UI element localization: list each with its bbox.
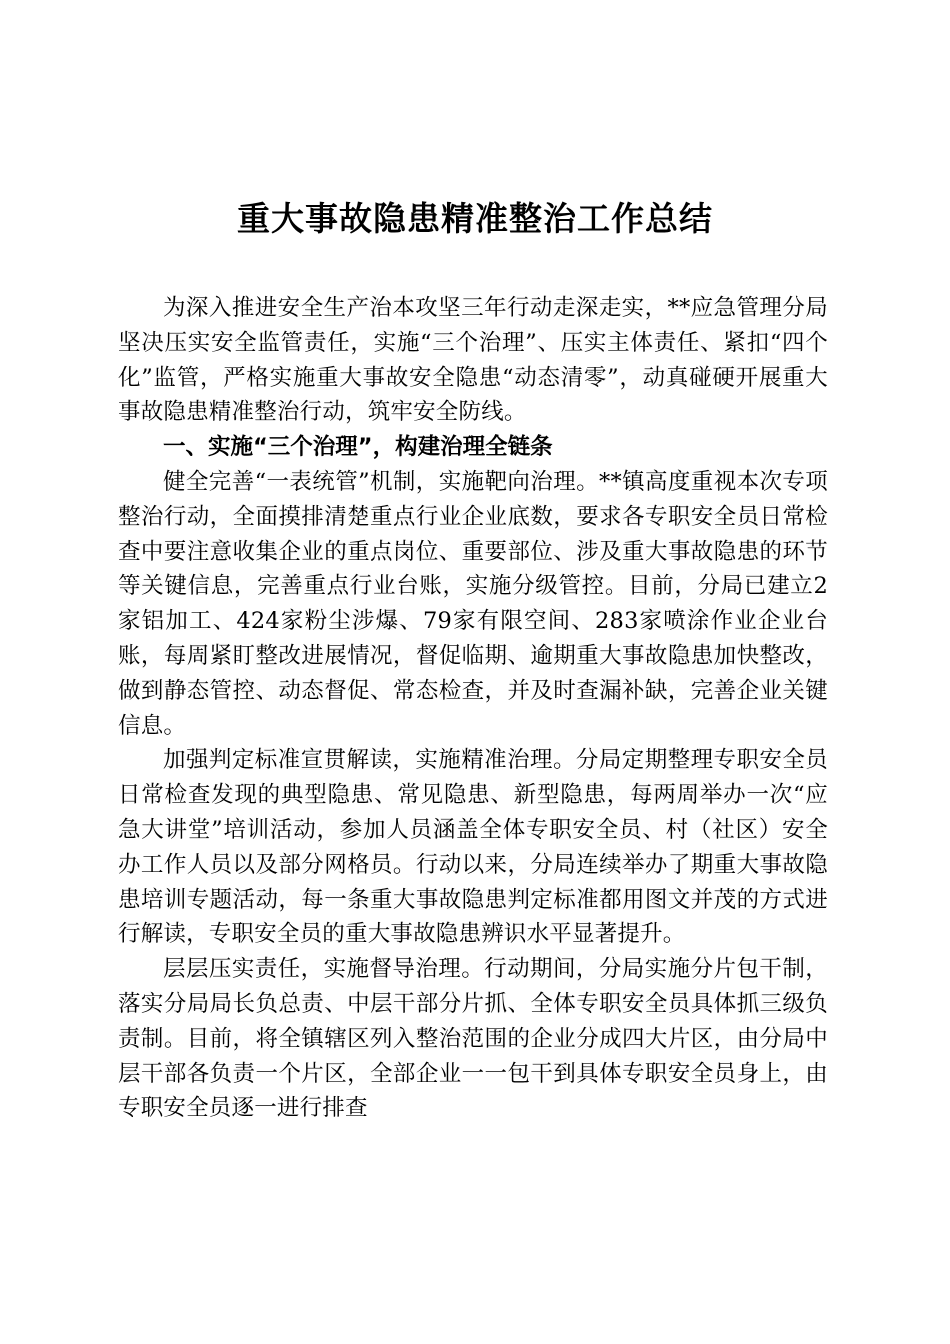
document-title: 重大事故隐患精准整治工作总结 xyxy=(237,199,713,238)
section-heading-1: 一、实施“三个治理”，构建治理全链条 xyxy=(163,434,553,461)
paragraph-2: 加强判定标准宣贯解读，实施精准治理。分局定期整理专职安全员日常检查发现的典型隐患、常见隐患、新型隐患，每两周举办一次“应急大讲堂”培训活动，参加人员涵盖全体专职安全员、村（社区）安全办工作人员以及部分网格员。行动以来，分局连续举办了期重大事故隐患培训专题活动，每一条重大事故隐患判定标准都用图文并茂的方式进行解读，专职安全员的重大事故隐患辨识水平显著提升。 xyxy=(118,747,828,948)
paragraph-1: 健全完善“一表统管”机制，实施靶向治理。**镇高度重视本次专项整治行动，全面摸排清楚重点行业企业底数，要求各专职安全员日常检查中要注意收集企业的重点岗位、重要部位、涉及重大事故隐患的环节等关键信息，完善重点行业台账，实施分级管控。目前，分局已建立2家铝加工、424家粉尘涉爆、79家有限空间、283家喷涂作业企业台账，每周紧盯整改进展情况，督促临期、逾期重大事故隐患加快整改，做到静态管控、动态督促、常态检查，并及时查漏补缺，完善企业关键信息。 xyxy=(118,468,828,739)
intro-paragraph: 为深入推进安全生产治本攻坚三年行动走深走实，**应急管理分局坚决压实安全监管责任，实施“三个治理”、压实主体责任、紧扣“四个化”监管，严格实施重大事故安全隐患“动态清零”，动真碰硬开展重大事故隐患精准整治行动，筑牢安全防线。 xyxy=(118,295,828,426)
paragraph-3: 层层压实责任，实施督导治理。行动期间，分局实施分片包干制，落实分局局长负总责、中层干部分片抓、全体专职安全员具体抓三级负责制。目前，将全镇辖区列入整治范围的企业分成四大片区，由分局中层干部各负责一个片区，全部企业一一包干到具体专职安全员身上，由专职安全员逐一进行排查 xyxy=(118,956,828,1122)
document-body xyxy=(118,291,828,1126)
